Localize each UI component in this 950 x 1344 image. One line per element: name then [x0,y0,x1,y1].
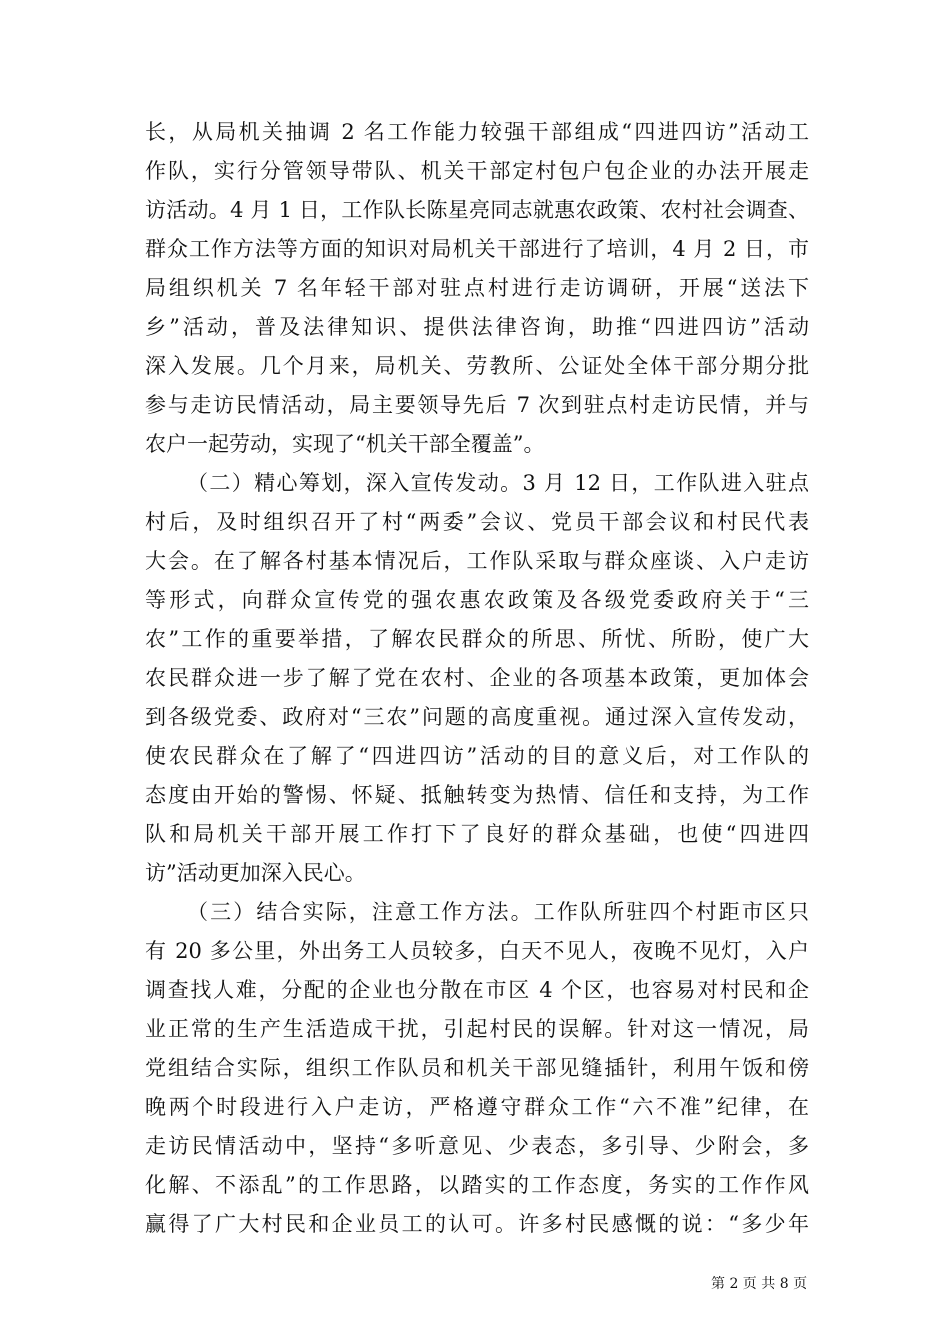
text-line: 长，从局机关抽调 2 名工作能力较强干部组成“四进四访”活动工 [145,120,809,144]
text-line: 走访民情活动中，坚持“多听意见、少表态，多引导、少附会，多 [145,1134,809,1158]
text-line: 农”工作的重要举措，了解农民群众的所思、所忧、所盼，使广大 [145,627,809,651]
text-line: 参与走访民情活动，局主要领导先后 7 次到驻点村走访民情，并与 [145,393,809,417]
text-line: 局组织机关 7 名年轻干部对驻点村进行走访调研，开展“送法下 [145,276,809,300]
text-line: 深入发展。几个月来，局机关、劳教所、公证处全体干部分期分批 [145,354,809,378]
text-line: 群众工作方法等方面的知识对局机关干部进行了培训，4 月 2 日，市 [145,237,809,261]
section-heading-line: （二）精心筹划，深入宣传发动。3 月 12 日，工作队进入驻点 [187,471,809,495]
text-line: 访”活动更加深入民心。 [145,861,366,885]
text-line: 党组结合实际，组织工作队员和机关干部见缝插针，利用午饭和傍 [145,1056,809,1080]
text-line: 农民群众进一步了解了党在农村、企业的各项基本政策，更加体会 [145,666,809,690]
text-line: 作队，实行分管领导带队、机关干部定村包户包企业的办法开展走 [145,159,809,183]
text-line: 有 20 多公里，外出务工人员较多，白天不见人，夜晚不见灯，入户 [145,939,809,963]
paragraph-3 [145,893,809,1244]
text-line: 业正常的生产生活造成干扰，引起村民的误解。针对这一情况，局 [145,1017,809,1041]
text-line: 化解、不添乱”的工作思路，以踏实的工作态度，务实的工作作风 [145,1173,809,1197]
text-line: 访活动。4 月 1 日，工作队长陈星亮同志就惠农政策、农村社会调查、 [145,198,809,222]
text-line: 晚两个时段进行入户走访，严格遵守群众工作“六不准”纪律，在 [145,1095,809,1119]
text-line: 农户一起劳动，实现了“机关干部全覆盖”。 [145,432,545,456]
text-line: 态度由开始的警惕、怀疑、抵触转变为热情、信任和支持，为工作 [145,783,809,807]
text-line: 村后，及时组织召开了村“两委”会议、党员干部会议和村民代表 [145,510,809,534]
page-number-footer: 第 2 页 共 8 页 [711,1276,808,1292]
text-line: 大会。在了解各村基本情况后，工作队采取与群众座谈、入户走访 [145,549,809,573]
document-page [145,113,809,1244]
text-line: 使农民群众在了解了“四进四访”活动的目的意义后，对工作队的 [145,744,809,768]
paragraph-1 [145,113,809,464]
text-line: 队和局机关干部开展工作打下了良好的群众基础，也使“四进四 [145,822,809,846]
text-line: 等形式，向群众宣传党的强农惠农政策及各级党委政府关于“三 [145,588,809,612]
text-line: 到各级党委、政府对“三农”问题的高度重视。通过深入宣传发动， [145,705,809,729]
text-line: 调查找人难，分配的企业也分散在市区 4 个区，也容易对村民和企 [145,978,809,1002]
text-line: 赢得了广大村民和企业员工的认可。许多村民感慨的说：“多少年 [145,1212,809,1236]
text-line: 乡”活动，普及法律知识、提供法律咨询，助推“四进四访”活动 [145,315,809,339]
section-heading-line: （三）结合实际，注意工作方法。工作队所驻四个村距市区只 [187,900,809,924]
paragraph-2 [145,464,809,893]
